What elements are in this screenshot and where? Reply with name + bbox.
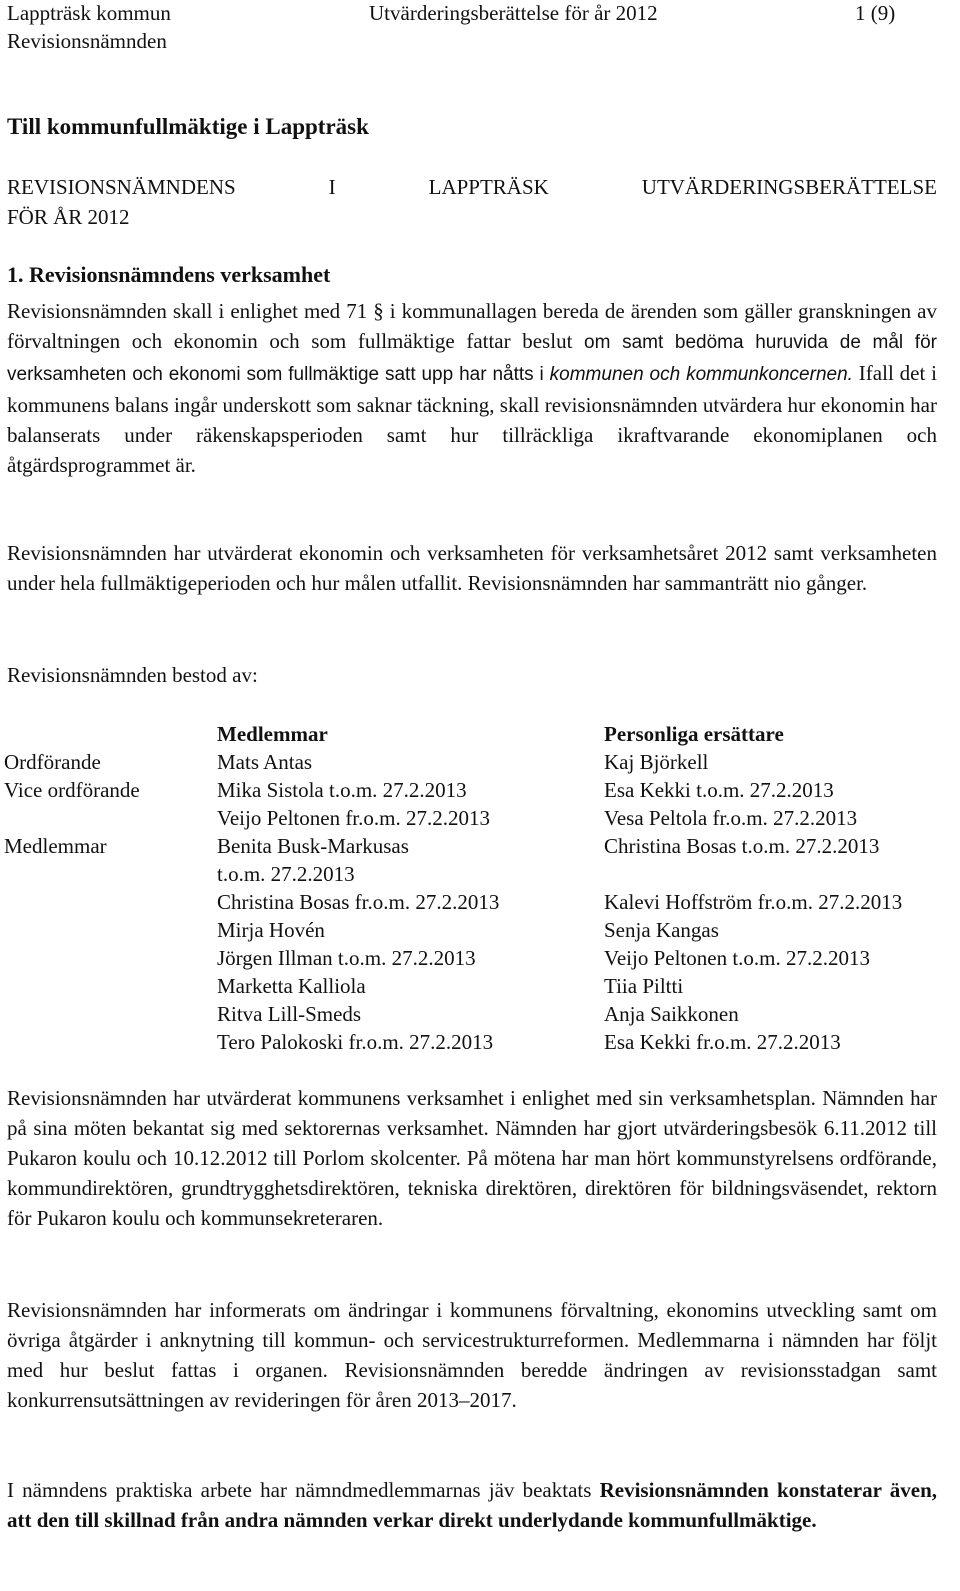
- table-row: [7, 1000, 957, 1028]
- role-cell: Vice ordförande: [4, 778, 140, 802]
- paragraph-1-part-a: Revisionsnämnden skall i enlighet med 71 § i kommunallagen bereda de ärenden som gäller granskningen av förvaltningen och ekonomin och som fullmäktige fattar beslut: [7, 299, 937, 353]
- main-heading: [7, 172, 937, 232]
- paragraph-1-part-b: om samt bedöma huruvida de mål för verksamheten och ekonomi som fullmäktige satt upp har nåtts i: [7, 332, 937, 385]
- member-cell: Christina Bosas fr.o.m. 27.2.2013: [217, 890, 500, 914]
- member-cell: Marketta Kalliola: [217, 974, 366, 998]
- member-cell: t.o.m. 27.2.2013: [217, 862, 355, 886]
- paragraph-6-part-a: I nämndens praktiska arbete har nämndmedlemmarnas jäv beaktats: [7, 1478, 600, 1502]
- table-row: [7, 888, 957, 916]
- member-cell: Ritva Lill-Smeds: [217, 1002, 362, 1026]
- members-table: [4, 720, 957, 1056]
- table-row: [4, 748, 957, 776]
- substitute-cell: Anja Saikkonen: [604, 1002, 739, 1026]
- header-department: Revisionsnämnden: [7, 29, 167, 53]
- substitute-cell: Kalevi Hoffström fr.o.m. 27.2.2013: [604, 890, 903, 914]
- table-row: [7, 944, 957, 972]
- substitute-cell: Kaj Björkell: [604, 750, 709, 774]
- substitute-cell: Christina Bosas t.o.m. 27.2.2013: [604, 834, 880, 858]
- main-heading-word-2: I: [328, 175, 336, 199]
- paragraph-6: [7, 1475, 937, 1535]
- paragraph-1-part-c: kommunen och kommunkoncernen.: [549, 364, 853, 385]
- paragraph-1-part-d: Ifall det i kommunens balans ingår underskott som saknar täckning, skall revisionsnämnden utvärdera hur ekonomin har balanserats under räkenskapsperioden samt hur tillräckliga ikraftvarande ekonomiplanen och åtgärdsprogrammet är.: [7, 361, 938, 477]
- role-cell: Ordförande: [4, 750, 101, 774]
- section-title: 1. Revisionsnämndens verksamhet: [7, 262, 331, 287]
- paragraph-6-conclusion: Revisionsnämnden konstaterar även, att den till skillnad från andra nämnden verkar direkt underlydande kommunfullmäktige.: [7, 1478, 938, 1532]
- role-cell: Medlemmar: [4, 834, 107, 858]
- substitute-cell: Vesa Peltola fr.o.m. 27.2.2013: [604, 806, 858, 830]
- substitute-cell: Senja Kangas: [604, 918, 719, 942]
- member-cell: Jörgen Illman t.o.m. 27.2.2013: [217, 946, 476, 970]
- header-organization: Lappträsk kommun: [7, 1, 171, 25]
- member-cell: Mats Antas: [217, 750, 313, 774]
- document-title: Till kommunfullmäktige i Lappträsk: [7, 114, 369, 139]
- member-cell: Veijo Peltonen fr.o.m. 27.2.2013: [217, 806, 490, 830]
- member-cell: Mirja Hovén: [217, 918, 325, 942]
- paragraph-4: Revisionsnämnden har utvärderat kommunens verksamhet i enlighet med sin verksamhetsplan. Nämnden har på sina möten bekantat sig med sektorernas verksamhet. Nämnden har gjort utvärderingsbesök 6.11.2012 till Pukaron koulu och 10.12.2012 till Porlom skolcenter. På mötena har man hört kommunstyrelsens ordförande, kommundirektören, grundtrygghetsdirektören, tekniska direktören, direktören för bildningsväsendet, rektorn för Pukaron koulu och kommunsekreteraren.: [7, 1086, 937, 1230]
- table-row: [4, 776, 957, 804]
- main-heading-line-2: FÖR ÅR 2012: [7, 205, 130, 229]
- table-row: [7, 1028, 957, 1056]
- table-row: [4, 832, 957, 860]
- substitute-cell: Esa Kekki t.o.m. 27.2.2013: [604, 778, 834, 802]
- table-row: [7, 804, 957, 832]
- table-row: [7, 916, 957, 944]
- members-header-substitutes: Personliga ersättare: [604, 722, 784, 746]
- main-heading-word-3: LAPPTRÄSK: [428, 175, 549, 199]
- member-cell: Tero Palokoski fr.o.m. 27.2.2013: [217, 1030, 494, 1054]
- main-heading-word-1: REVISIONSNÄMNDENS: [7, 175, 236, 199]
- page-header: [7, 0, 947, 60]
- substitute-cell: Esa Kekki fr.o.m. 27.2.2013: [604, 1030, 841, 1054]
- header-page-number: 1 (9): [855, 1, 896, 25]
- member-cell: Benita Busk-Markusas: [217, 834, 409, 858]
- paragraph-5: Revisionsnämnden har informerats om ändringar i kommunens förvaltning, ekonomins utveckling samt om övriga åtgärder i anknytning till kommun- och servicestrukturreformen. Medlemmarna i nämnden har följt med hur beslut fattas i organen. Revisionsnämnden beredde ändringen av revisionsstadgan samt konkurrensutsättningen av revideringen för åren 2013–2017.: [7, 1298, 937, 1412]
- members-header-members: Medlemmar: [217, 722, 328, 746]
- table-row: [7, 972, 957, 1000]
- paragraph-3: Revisionsnämnden bestod av:: [7, 663, 258, 687]
- member-cell: Mika Sistola t.o.m. 27.2.2013: [217, 778, 467, 802]
- members-table-header: [7, 720, 957, 748]
- header-document-title: Utvärderingsberättelse för år 2012: [369, 1, 658, 25]
- main-heading-word-4: UTVÄRDERINGSBERÄTTELSE: [641, 175, 937, 199]
- paragraph-1: [7, 296, 937, 480]
- paragraph-2: Revisionsnämnden har utvärderat ekonomin och verksamheten för verksamhetsåret 2012 samt verksamheten under hela fullmäktigeperioden och hur målen utfallit. Revisionsnämnden har sammanträtt nio gånger.: [7, 541, 937, 595]
- table-row: [7, 860, 957, 888]
- substitute-cell: Tiia Piltti: [604, 974, 684, 998]
- substitute-cell: Veijo Peltonen t.o.m. 27.2.2013: [604, 946, 870, 970]
